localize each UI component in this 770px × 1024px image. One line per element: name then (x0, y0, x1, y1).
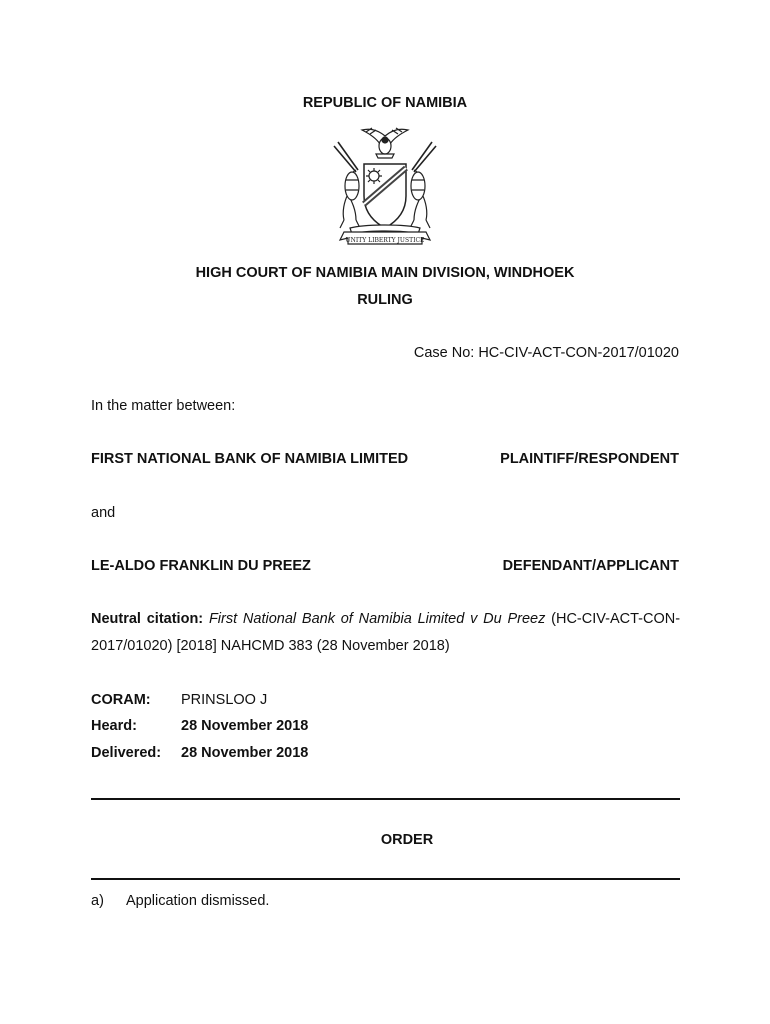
coram-label: CORAM: (91, 692, 151, 708)
court-heading: HIGH COURT OF NAMIBIA MAIN DIVISION, WINDHOEK (195, 265, 575, 281)
order-bottom-rule (91, 878, 680, 880)
order-item-marker: a) (91, 893, 104, 909)
plaintiff-name: FIRST NATIONAL BANK OF NAMIBIA LIMITED (91, 451, 409, 467)
party-conjunction: and (91, 505, 116, 521)
defendant-role: DEFENDANT/APPLICANT (502, 558, 679, 574)
citation-case-title: First National Bank of Namibia Limited v Du Preez (208, 611, 546, 627)
coat-of-arms-emblem (326, 124, 444, 250)
matter-intro: In the matter between: (91, 398, 236, 414)
emblem-motto: UNITY LIBERTY JUSTICE (345, 237, 425, 244)
order-item-text: Application dismissed. (126, 893, 270, 909)
order-heading: ORDER (380, 832, 434, 848)
delivered-value: 28 November 2018 (181, 745, 309, 761)
document-type: RULING (357, 292, 413, 308)
delivered-label: Delivered: (91, 745, 162, 761)
citation-reference: (HC-CIV-ACT-CON-2017/01020) [2018] NAHCMD 383 (28 November 2018) (91, 611, 681, 654)
case-number: Case No: HC-CIV-ACT-CON-2017/01020 (413, 345, 679, 361)
defendant-name: LE-ALDO FRANKLIN DU PREEZ (91, 558, 311, 574)
plaintiff-role: PLAINTIFF/RESPONDENT (500, 451, 679, 467)
heard-label: Heard: (91, 718, 137, 734)
republic-heading: REPUBLIC OF NAMIBIA (302, 95, 468, 111)
coram-value: PRINSLOO J (181, 692, 268, 708)
heard-value: 28 November 2018 (181, 718, 309, 734)
order-top-rule (91, 798, 680, 800)
citation-label: Neutral citation: (91, 611, 204, 627)
neutral-citation (91, 606, 680, 660)
